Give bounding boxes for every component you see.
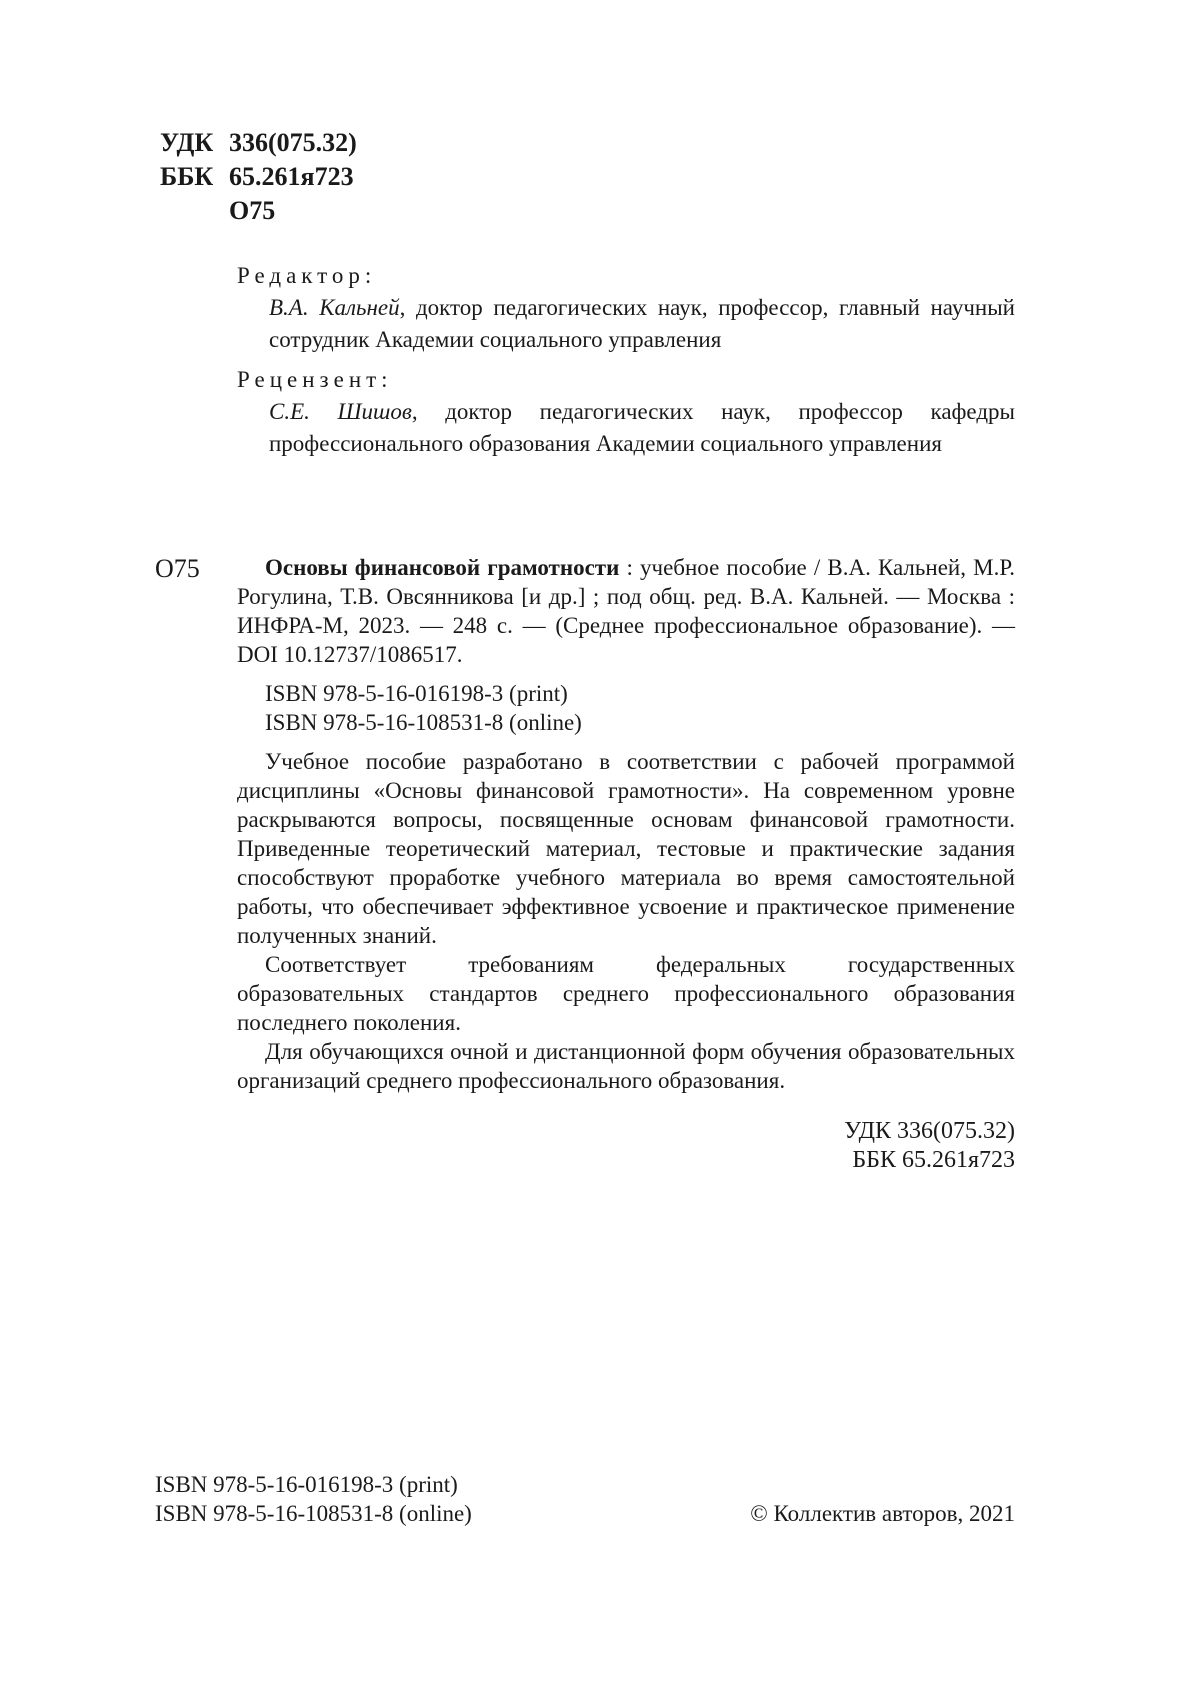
reviewer-name: С.Е. Шишов [269, 399, 412, 424]
abstract [237, 747, 1015, 1095]
bbk-value: 65.261я723 [229, 162, 354, 191]
abstract-paragraph: Учебное пособие разработано в соответствии с рабочей программой дисциплины «Основы финансовой грамотности». На современном уровне раскрываются вопросы, посвященные основам финансовой грамотности. Приведенные теоретический материал, тестовые и практические задания способствуют проработке учебного материала во время самостоятельной работы, что обеспечивает эффективное усвоение и практическое применение полученных знаний. [237, 749, 1015, 948]
udk-line [160, 126, 357, 160]
editor-name: В.А. Кальней [269, 295, 400, 320]
entry-isbn-print: ISBN 978-5-16-016198-3 (print) [265, 681, 568, 706]
bibliographic-details: : учебное пособие / В.А. Кальней, М.Р. Рогулина, Т.В. Овсянникова [и др.] ; под общ. ред. В.А. Кальней. — Москва : ИНФРА-М, 2023. — 248 с. — (Среднее профессиональное образование). — DOI 10.12737/1086517. [237, 555, 1015, 667]
footer-isbn-print: ISBN 978-5-16-016198-3 (print) [155, 1472, 458, 1497]
reviewer-block [237, 364, 1015, 460]
footer-isbn-block [155, 1470, 472, 1528]
editor-description: , доктор педагогических наук, профессор, главный научный сотрудник Академии социального управления [269, 295, 1015, 352]
bibliographic-description [237, 553, 1015, 669]
abstract-paragraph: Соответствует требованиям федеральных государственных образовательных стандартов среднего профессионального образования последнего поколения. [237, 952, 1015, 1035]
bbk-label: ББК [160, 162, 214, 191]
footer-isbn-online: ISBN 978-5-16-108531-8 (online) [155, 1501, 472, 1526]
abstract-paragraph: Для обучающихся очной и дистанционной форм обучения образовательных организаций среднего профессионального образования. [237, 1039, 1015, 1093]
author-mark: О75 [229, 196, 276, 225]
reviewer-person [237, 396, 1015, 460]
bibliographic-entry [237, 553, 1015, 1175]
editor-block [237, 260, 1015, 356]
classification-block [160, 126, 357, 228]
entry-udk: УДК 336(075.32) [844, 1118, 1015, 1144]
entry-classification-codes [237, 1117, 1015, 1175]
entry-author-mark: О75 [155, 554, 200, 583]
entry-isbn-list [237, 679, 1015, 737]
book-title: Основы финансовой грамотности [265, 555, 620, 580]
reviewer-role: Рецензент: [237, 367, 393, 392]
editor-person [237, 292, 1015, 356]
reviewer-description: , доктор педагогических наук, профессор кафедры профессионального образования Академии социального управления [269, 399, 1015, 456]
udk-label: УДК [160, 128, 214, 157]
editor-role: Редактор: [237, 263, 377, 288]
copyright-notice: © Коллектив авторов, 2021 [750, 1501, 1015, 1526]
bbk-line [160, 160, 357, 194]
udk-value: 336(075.32) [229, 128, 357, 157]
entry-bbk: ББК 65.261я723 [852, 1147, 1015, 1173]
entry-isbn-online: ISBN 978-5-16-108531-8 (online) [265, 710, 582, 735]
